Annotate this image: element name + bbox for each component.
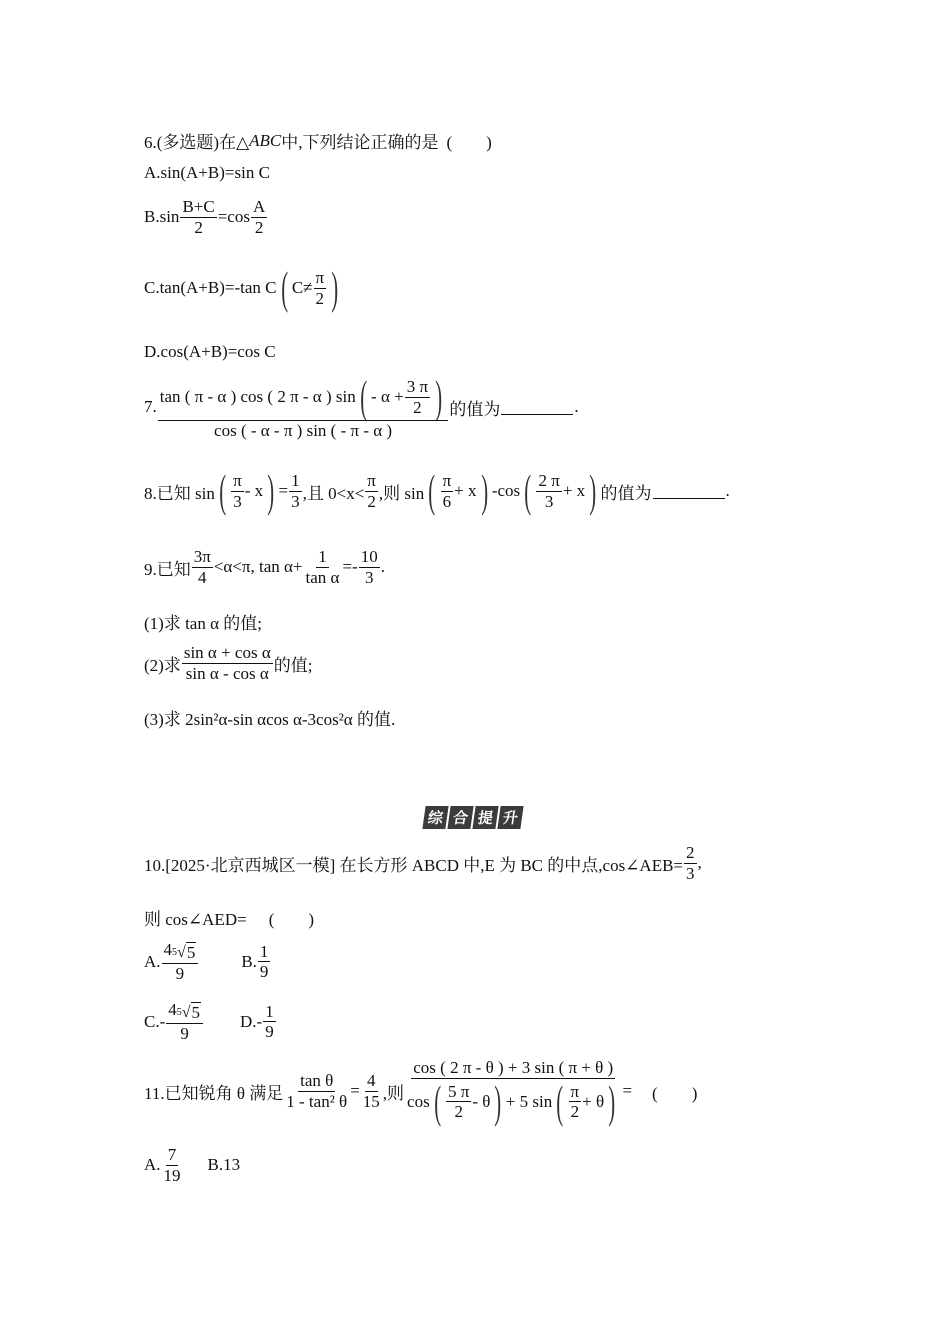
- q9-b-num: 1: [318, 547, 327, 566]
- q11-eq: =: [350, 1081, 360, 1101]
- section-badge: [424, 806, 522, 830]
- q11-option-b[interactable]: B.13: [207, 1155, 241, 1175]
- q6-answer-paren: ( ): [446, 133, 492, 152]
- q6-option-b-frac2: [251, 197, 267, 237]
- q6-c-den: 2: [315, 288, 325, 308]
- q6-option-c-frac: [314, 268, 327, 308]
- q8-frac-b: [289, 471, 302, 511]
- right-paren-icon: ): [480, 465, 488, 516]
- q11-option-a-frac: [162, 1145, 183, 1185]
- q7-frac: [158, 371, 449, 441]
- radical-icon: 5 √ 5: [172, 943, 196, 963]
- q6-stem-var: ABC: [249, 130, 282, 150]
- q10-prefix: 10.[2025·北京西城区一模] 在长方形 ABCD 中,E 为 BC 的中点,cos∠AEB=: [144, 855, 684, 875]
- q7-denominator: cos ( - α - π ) sin ( - π - α ): [214, 421, 393, 440]
- q11-big-den-a: cos: [407, 1091, 430, 1111]
- q9-part3: [144, 705, 395, 730]
- q8-d-num: π: [442, 470, 452, 490]
- q10-option-d-frac: [263, 1002, 276, 1042]
- q10-option-c[interactable]: [144, 1000, 204, 1044]
- q11-a-opt-num: 7: [167, 1145, 177, 1164]
- section-badge-char: 升: [497, 806, 523, 829]
- q11-frac-b: [361, 1071, 382, 1111]
- q6-option-b-mid: =cos: [217, 207, 250, 227]
- q7-label: 7.: [144, 397, 157, 417]
- q7-suffix: 的值为: [449, 399, 501, 419]
- q9-part2: [144, 643, 312, 683]
- q10-option-c-label: C.-: [144, 1011, 166, 1031]
- q8-d-den: 6: [442, 491, 452, 511]
- q10-b-den: 9: [259, 962, 269, 982]
- q11-stem: [144, 1058, 697, 1125]
- q10-stem: [144, 843, 702, 883]
- q6-option-c-cond: C≠: [291, 278, 313, 297]
- q9-frac-c: [359, 547, 380, 587]
- q7: [144, 371, 579, 441]
- q6-option-b-prefix: B.sin: [144, 207, 180, 227]
- q8-paren-d: [424, 465, 492, 516]
- q9-mid: <α<π, tan α+: [213, 557, 303, 577]
- q9-p2-den: sin α - cos α: [185, 663, 269, 683]
- q10-option-c-num: [166, 1000, 203, 1024]
- q8-paren-e: [520, 465, 600, 516]
- q10-option-c-frac: [166, 1000, 203, 1044]
- q6-option-a-text: A.sin(A+B)=sin C: [144, 163, 270, 182]
- q7-num-b: - α +: [371, 387, 404, 407]
- q10-end: ,: [697, 853, 702, 873]
- q8-then: ,则 sin: [378, 483, 425, 503]
- left-paren-icon: (: [556, 1075, 564, 1127]
- q11-a-den: 1 - tan² θ: [286, 1091, 348, 1111]
- q6-option-c-paren-group: [277, 262, 343, 313]
- q8-end: .: [725, 481, 730, 500]
- q10-options-ab: [144, 940, 271, 984]
- q10-a-coef: 4: [163, 940, 173, 959]
- q8-frac-e: [536, 471, 561, 511]
- q9-eq: =-: [342, 557, 358, 577]
- q9-end: .: [380, 557, 385, 577]
- q9-a-num: 3π: [193, 547, 211, 566]
- left-paren-icon: (: [280, 262, 288, 313]
- q10-option-d-label: D.-: [240, 1011, 263, 1031]
- right-paren-icon: ): [331, 262, 339, 313]
- right-paren-icon: ): [267, 465, 275, 516]
- q8-b-den: 3: [291, 491, 300, 511]
- q10-d-num: 1: [265, 1001, 274, 1021]
- q10-d-den: 9: [265, 1022, 274, 1042]
- q6-c-num: π: [315, 267, 325, 287]
- q11-den-frac-1: [446, 1082, 471, 1122]
- q10-line2: [144, 905, 314, 930]
- right-paren-icon: ): [589, 465, 597, 516]
- q8-minus-cos: -cos: [491, 481, 521, 500]
- right-paren-icon: ): [608, 1075, 616, 1127]
- q10-line2-text: 则 cos∠AED=: [144, 910, 247, 929]
- q10-option-b-frac: [258, 942, 271, 982]
- q6-option-b-frac1: [180, 197, 216, 237]
- q7-num-a: tan ( π - α ) cos ( 2 π - α ) sin: [159, 387, 356, 407]
- q10-a-den: 9: [175, 964, 185, 984]
- q11-a-num: tan θ: [300, 1071, 334, 1091]
- q11-suffix: =: [622, 1081, 633, 1101]
- q11-then: ,则: [382, 1083, 405, 1103]
- q11-big-den: [405, 1075, 621, 1127]
- q9-part3-text: (3)求 2sin²α-sin αcos α-3cos²α 的值.: [144, 710, 396, 729]
- q10-num: 2: [686, 843, 695, 862]
- q8-d-rest: + x: [454, 481, 477, 500]
- q10-c-coef: 4: [168, 1000, 177, 1019]
- q9-part2-frac: [182, 643, 273, 683]
- right-paren-icon: ): [435, 371, 443, 422]
- q10-option-d[interactable]: [240, 1002, 277, 1042]
- q9-prefix: 9.已知: [144, 559, 191, 579]
- q11-den-r1: - θ: [472, 1091, 491, 1111]
- q10-options-cd: [144, 1000, 277, 1044]
- q7-answer-blank[interactable]: [501, 399, 573, 415]
- q6-option-b: [144, 197, 268, 237]
- q8-eq: =: [278, 481, 289, 500]
- q9-part2-prefix: (2)求: [144, 655, 181, 675]
- section-badge-char: 合: [447, 806, 473, 829]
- q6-option-d: [144, 342, 276, 362]
- left-paren-icon: (: [524, 465, 532, 516]
- q8-suffix: 的值为: [600, 483, 652, 503]
- q9-stem: [144, 547, 385, 587]
- q8-answer-blank[interactable]: [653, 483, 725, 499]
- q8-e-num: 2 π: [538, 470, 560, 490]
- q8-frac-d: [441, 471, 454, 511]
- q7-inner-num: 3 π: [406, 376, 429, 396]
- left-paren-icon: (: [433, 1075, 441, 1127]
- q11-frac-a: [284, 1071, 349, 1111]
- q11-den-paren-1: [430, 1075, 506, 1127]
- q10-option-a[interactable]: [144, 940, 199, 984]
- q10-frac: [684, 843, 697, 883]
- q6-option-c-prefix: C.tan(A+B)=-tan C: [144, 278, 277, 297]
- q9-c-den: 3: [364, 567, 374, 587]
- q11-den-paren-2: [552, 1075, 619, 1127]
- q7-numerator: [158, 371, 449, 422]
- q10-option-a-num: [162, 940, 199, 964]
- q6-option-c: [144, 262, 342, 313]
- q11-den-r2: + θ: [582, 1091, 605, 1111]
- q8-c-den: 2: [367, 491, 376, 511]
- q8-prefix: 8.已知 sin: [144, 483, 215, 503]
- q11-den-f1-den: 2: [454, 1102, 463, 1122]
- q9-part1: [144, 609, 262, 634]
- q10-option-b[interactable]: [241, 942, 271, 982]
- q10-b-num: 1: [259, 941, 269, 961]
- q6-b-den2: 2: [254, 217, 264, 237]
- q10-option-a-frac: [162, 940, 199, 984]
- q9-part2-suffix: 的值;: [273, 655, 313, 675]
- q7-end: .: [574, 397, 579, 417]
- q11-den-f2-den: 2: [570, 1102, 580, 1122]
- q8-e-den: 3: [544, 491, 554, 511]
- q8-a-den: 3: [233, 491, 242, 511]
- q10-c-den: 9: [180, 1024, 189, 1044]
- q9-p2-num: sin α + cos α: [183, 643, 271, 662]
- q8-a-num: π: [233, 470, 242, 490]
- q9-frac-a: [192, 547, 213, 587]
- q10-option-a-label: A.: [144, 951, 161, 971]
- q9-c-num: 10: [360, 547, 378, 566]
- q8-paren-a: [215, 465, 279, 516]
- q8-a-rest: - x: [244, 481, 264, 500]
- radical-icon: 5 √ 5: [176, 1003, 201, 1023]
- q10-c-radicand: 5: [191, 1003, 201, 1023]
- q8-frac-a: [231, 471, 244, 511]
- q11-den-frac-2: [569, 1082, 582, 1122]
- q11-prefix: 11.已知锐角 θ 满足: [144, 1083, 284, 1103]
- q9-a-den: 4: [198, 567, 207, 587]
- q11-option-a-label: A.: [144, 1155, 161, 1175]
- q11-den-f1-num: 5 π: [448, 1081, 470, 1101]
- q6-option-a: [144, 163, 270, 183]
- q9-part1-text: (1)求 tan α 的值;: [144, 614, 262, 633]
- q11-b-den: 15: [362, 1091, 380, 1111]
- left-paren-icon: (: [428, 465, 436, 516]
- q6-stem-suffix: 中,下列结论正确的是: [281, 133, 439, 152]
- left-paren-icon: (: [219, 465, 226, 516]
- q9-b-den: tan α: [305, 567, 340, 587]
- q11-den-f2-num: π: [570, 1081, 580, 1101]
- left-paren-icon: (: [359, 371, 367, 422]
- q11-big-num: cos ( 2 π - θ ) + 3 sin ( π + θ ): [413, 1058, 614, 1077]
- q10-option-b-label: B.: [241, 951, 257, 971]
- q10-den: 3: [686, 863, 695, 883]
- q6-stem-prefix: 6.(多选题)在△: [144, 133, 250, 152]
- section-badge-char: 提: [472, 806, 498, 829]
- q11-big-frac: [405, 1058, 621, 1125]
- q11-b-num: 4: [367, 1071, 376, 1091]
- q10-answer-paren: ( ): [268, 910, 315, 929]
- q10-a-root-index: 5: [172, 947, 178, 958]
- q6-b-num1: B+C: [182, 197, 215, 216]
- q10-a-radicand: 5: [186, 943, 196, 963]
- q11-a-opt-den: 19: [163, 1165, 181, 1185]
- q7-num-paren: [356, 371, 447, 422]
- q8-b-num: 1: [291, 470, 300, 490]
- q7-inner-frac: [405, 377, 430, 417]
- q8: [144, 465, 730, 516]
- q8-e-rest: + x: [562, 481, 586, 500]
- q6-b-num2: A: [252, 197, 266, 216]
- q10-c-root-index: 5: [176, 1007, 182, 1018]
- q9-frac-b: [304, 547, 342, 587]
- q6-b-den1: 2: [194, 217, 203, 237]
- q11-answer-paren: ( ): [652, 1083, 698, 1103]
- section-badge-char: 综: [422, 806, 448, 829]
- q8-frac-c: [365, 471, 378, 511]
- q8-c-num: π: [367, 470, 376, 490]
- q6-stem: [144, 128, 492, 153]
- q7-inner-den: 2: [413, 397, 422, 417]
- q8-mid: ,且 0<x<: [302, 483, 365, 503]
- q11-options: [144, 1145, 240, 1185]
- q11-big-den-mid: + 5 sin: [505, 1091, 553, 1111]
- q6-option-d-text: D.cos(A+B)=cos C: [144, 342, 276, 361]
- right-paren-icon: ): [494, 1075, 502, 1127]
- q11-option-a[interactable]: [144, 1145, 184, 1185]
